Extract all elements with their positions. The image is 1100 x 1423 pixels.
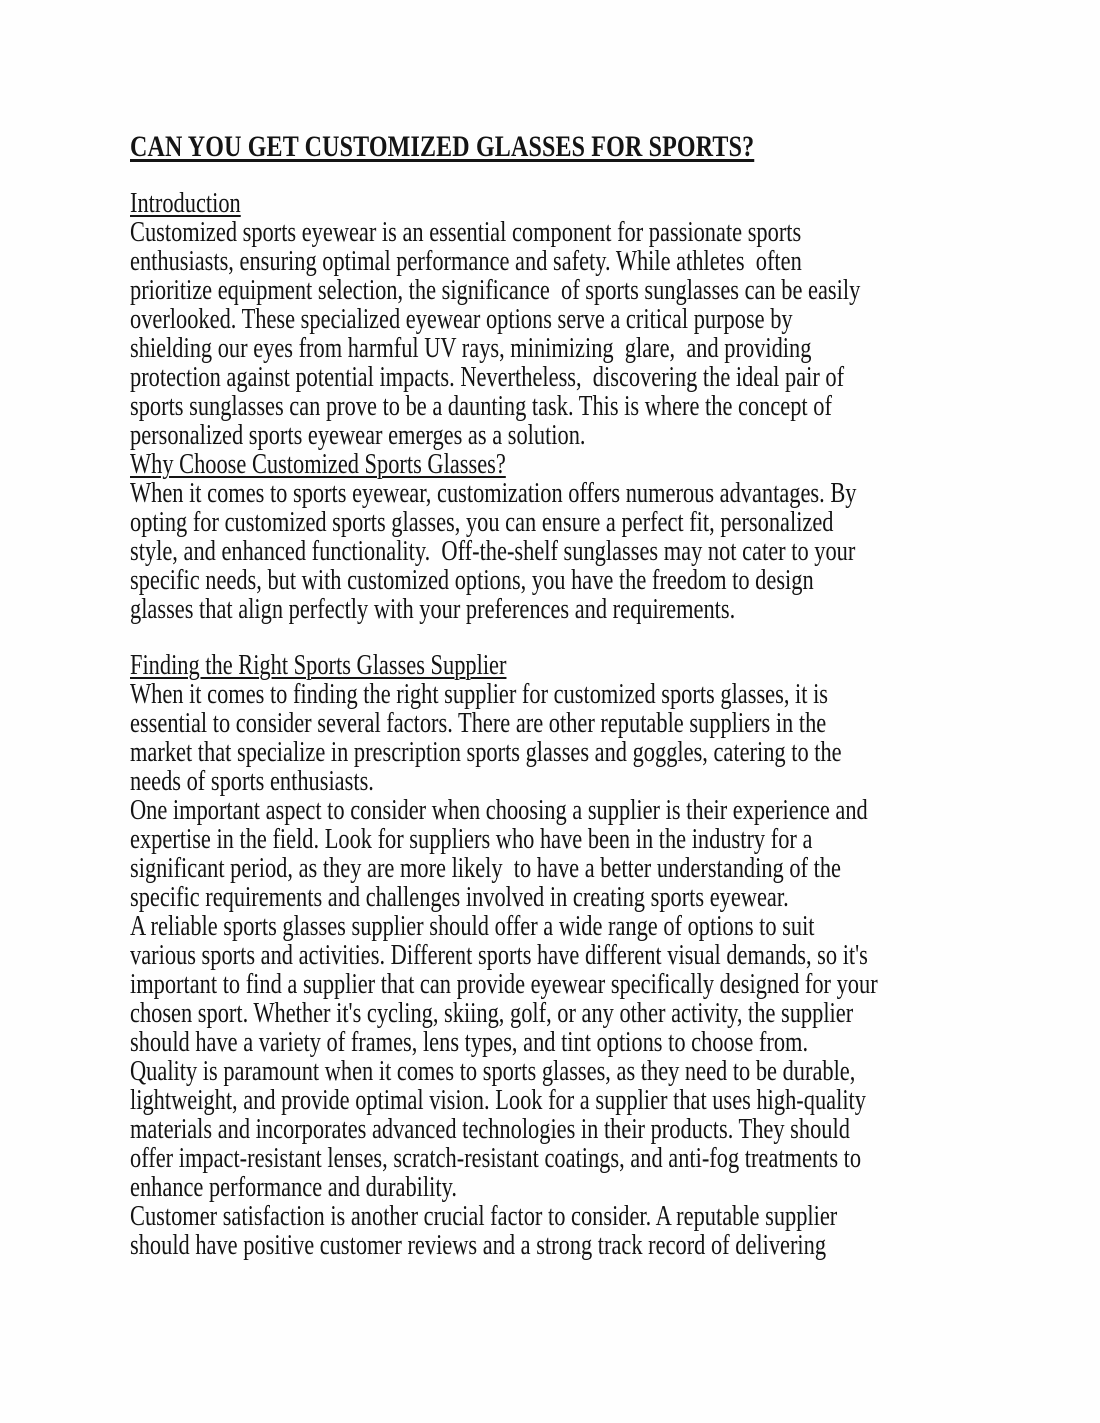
text-line: needs of sports enthusiasts.	[130, 766, 374, 797]
section-heading: Finding the Right Sports Glasses Supplier	[130, 650, 507, 681]
text-line: When it comes to sports eyewear, customization offers numerous advantages. By	[130, 478, 857, 509]
text-line: essential to consider several factors. There are other reputable suppliers in the	[130, 708, 827, 739]
text-line: sports sunglasses can prove to be a daunting task. This is where the concept of	[130, 391, 832, 422]
paragraph	[130, 1202, 978, 1260]
text-line: prioritize equipment selection, the significance of sports sunglasses can be easily	[130, 275, 861, 306]
text-line: materials and incorporates advanced technologies in their products. They should	[130, 1114, 850, 1145]
paragraph	[130, 218, 978, 450]
text-line: lightweight, and provide optimal vision. Look for a supplier that uses high-quality	[130, 1085, 866, 1116]
paragraph	[130, 680, 978, 796]
text-line: When it comes to finding the right supplier for customized sports glasses, it is	[130, 679, 829, 710]
document-title: CAN YOU GET CUSTOMIZED GLASSES FOR SPORTS?	[130, 130, 755, 163]
text-line: personalized sports eyewear emerges as a solution.	[130, 420, 586, 451]
text-line: offer impact-resistant lenses, scratch-resistant coatings, and anti-fog treatments to	[130, 1143, 862, 1174]
document-content	[130, 131, 978, 1260]
text-line: significant period, as they are more likely to have a better understanding of the	[130, 853, 841, 884]
text-line: various sports and activities. Different sports have different visual demands, so it's	[130, 940, 868, 971]
text-line: expertise in the field. Look for suppliers who have been in the industry for a	[130, 824, 813, 855]
blank-line	[130, 162, 978, 189]
text-line: Quality is paramount when it comes to sports glasses, as they need to be durable,	[130, 1056, 856, 1087]
paragraph	[130, 796, 978, 912]
text-line: overlooked. These specialized eyewear options serve a critical purpose by	[130, 304, 793, 335]
text-line: A reliable sports glasses supplier should offer a wide range of options to suit	[130, 911, 815, 942]
text-line: enhance performance and durability.	[130, 1172, 457, 1203]
text-line: protection against potential impacts. Nevertheless, discovering the ideal pair of	[130, 362, 845, 393]
section-heading: Introduction	[130, 188, 241, 219]
text-line: market that specialize in prescription sports glasses and goggles, catering to the	[130, 737, 842, 768]
text-line: should have positive customer reviews and a strong track record of delivering	[130, 1230, 827, 1261]
text-line: enthusiasts, ensuring optimal performance and safety. While athletes often	[130, 246, 802, 277]
paragraph	[130, 1057, 978, 1202]
section-heading: Why Choose Customized Sports Glasses?	[130, 449, 506, 480]
text-line: style, and enhanced functionality. Off-the-shelf sunglasses may not cater to your	[130, 536, 856, 567]
text-line: Customized sports eyewear is an essential component for passionate sports	[130, 217, 802, 248]
text-line: One important aspect to consider when choosing a supplier is their experience and	[130, 795, 868, 826]
text-line: glasses that align perfectly with your preferences and requirements.	[130, 594, 736, 625]
text-line: should have a variety of frames, lens types, and tint options to choose from.	[130, 1027, 809, 1058]
paragraph	[130, 479, 978, 624]
paragraph	[130, 912, 978, 1057]
text-line: specific needs, but with customized options, you have the freedom to design	[130, 565, 814, 596]
text-line: opting for customized sports glasses, you can ensure a perfect fit, personalized	[130, 507, 834, 538]
text-line: Customer satisfaction is another crucial factor to consider. A reputable supplier	[130, 1201, 838, 1232]
text-line: chosen sport. Whether it's cycling, skiing, golf, or any other activity, the supplier	[130, 998, 854, 1029]
blank-line	[130, 624, 978, 651]
text-line: shielding our eyes from harmful UV rays, minimizing glare, and providing	[130, 333, 812, 364]
text-line: specific requirements and challenges involved in creating sports eyewear.	[130, 882, 789, 913]
text-line: important to find a supplier that can provide eyewear specifically designed for your	[130, 969, 878, 1000]
